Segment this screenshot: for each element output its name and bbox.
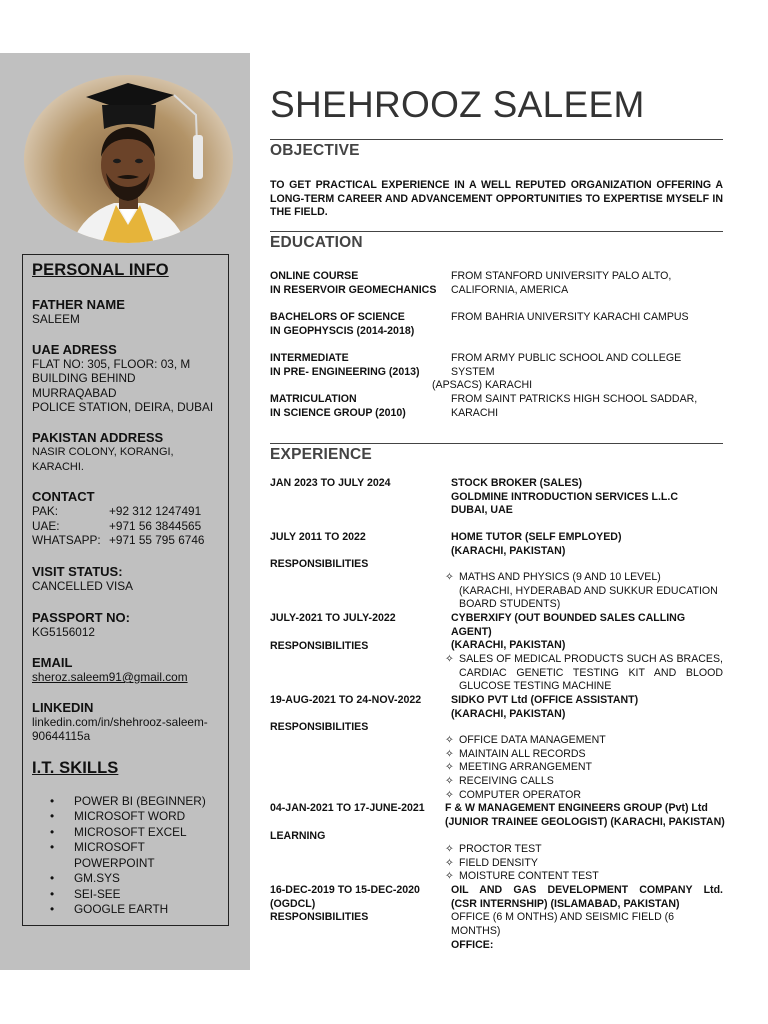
learning-list xyxy=(445,843,723,884)
skill-item: • SEI-SEE xyxy=(46,887,222,903)
education-location: (APSACS) KARACHI xyxy=(432,379,533,392)
personal-info-title: PERSONAL INFO xyxy=(32,261,169,279)
email-link[interactable]: sheroz.saleem91@gmail.com xyxy=(32,670,188,685)
job-company: OIL AND GAS DEVELOPMENT COMPANY Ltd. xyxy=(451,884,723,896)
job-date: 19-AUG-2021 TO 24-NOV-2022 xyxy=(270,694,422,706)
contact-label: CONTACT xyxy=(32,489,95,505)
education-institution: FROM ARMY PUBLIC SCHOOL AND COLLEGE SYSTEM xyxy=(451,352,682,378)
diamond-bullet-icon: ✧ xyxy=(445,856,454,869)
education-field: IN RESERVOIR GEOMECHANICS xyxy=(270,283,437,296)
learning-item: FIELD DENSITY xyxy=(459,856,538,869)
job-location: (KARACHI, PAKISTAN) xyxy=(451,707,566,720)
job-title: (CSR INTERNSHIP) (ISLAMABAD, PAKISTAN) xyxy=(451,897,680,910)
learning-item: PROCTOR TEST xyxy=(459,843,542,855)
passport-label: PASSPORT NO: xyxy=(32,609,130,625)
education-location: CALIFORNIA, AMERICA xyxy=(451,283,569,296)
divider xyxy=(270,443,723,444)
skill-item: • POWER BI (BEGINNER) xyxy=(46,794,222,810)
candidate-name: SHEHROOZ SALEEM xyxy=(270,84,645,125)
job-date: 04-JAN-2021 TO 17-JUNE-2021 xyxy=(270,802,425,814)
contact-row xyxy=(32,504,222,519)
graduate-portrait-image xyxy=(24,75,233,243)
profile-photo xyxy=(24,75,233,243)
diamond-bullet-icon: ✧ xyxy=(445,843,454,855)
job-title: (JUNIOR TRAINEE GEOLOGIST) (KARACHI, PAKISTAN) xyxy=(445,815,725,828)
responsibilities-label: RESPONSIBILITIES xyxy=(270,911,369,924)
uae-address-line: BUILDING BEHIND MURRAQABAD xyxy=(32,371,136,400)
contact-row xyxy=(32,519,222,534)
education-location: KARACHI xyxy=(451,406,499,419)
visit-status-label: VISIT STATUS: xyxy=(32,563,123,579)
skill-item: • GM.SYS xyxy=(46,871,222,887)
job-date: JAN 2023 TO JULY 2024 xyxy=(270,477,391,489)
father-name-label: FATHER NAME xyxy=(32,297,125,312)
diamond-bullet-icon: ✧ xyxy=(445,761,454,774)
responsibilities-label: RESPONSIBILITIES xyxy=(270,721,369,733)
divider xyxy=(270,231,723,232)
job-title: CYBERXIFY (OUT BOUNDED SALES CALLING AGENT) xyxy=(451,612,686,638)
email-label: EMAIL xyxy=(32,655,73,671)
diamond-bullet-icon: ✧ xyxy=(445,788,454,801)
personal-info-panel xyxy=(22,254,229,926)
responsibility-item-continued: (KARACHI, HYDERABAD AND SUKKUR EDUCATION xyxy=(459,584,718,597)
uae-address-line: FLAT NO: 305, FLOOR: 03, M xyxy=(32,356,191,371)
responsibilities-label: RESPONSIBILITIES xyxy=(270,640,369,652)
job-title: HOME TUTOR (SELF EMPLOYED) xyxy=(451,531,622,543)
diamond-bullet-icon: ✧ xyxy=(445,653,454,665)
diamond-bullet-icon: ✧ xyxy=(445,734,454,746)
job-company: F & W MANAGEMENT ENGINEERS GROUP (Pvt) Ltd xyxy=(445,802,708,814)
education-institution: FROM SAINT PATRICKS HIGH SCHOOL SADDAR, xyxy=(451,393,698,405)
contact-phone[interactable]: +971 55 795 6746 xyxy=(109,533,205,548)
skill-item: • MICROSOFT WORD xyxy=(46,809,222,825)
diamond-bullet-icon: ✧ xyxy=(445,747,454,760)
education-field: IN PRE- ENGINEERING (2013) xyxy=(270,365,420,378)
pakistan-address-label: PAKISTAN ADDRESS xyxy=(32,429,164,445)
skill-item: • GOOGLE EARTH xyxy=(46,902,222,918)
linkedin-label: LINKEDIN xyxy=(32,699,94,715)
contact-key: UAE: xyxy=(32,518,60,533)
diamond-bullet-icon: ✧ xyxy=(445,870,454,883)
divider xyxy=(270,139,723,140)
job-location: DUBAI, UAE xyxy=(451,504,513,517)
objective-heading: OBJECTIVE xyxy=(270,142,360,159)
job-company-abbr: (OGDCL) xyxy=(270,897,316,910)
responsibility-item-continued: BOARD STUDENTS) xyxy=(459,598,561,611)
it-skills-title: I.T. SKILLS xyxy=(32,758,119,777)
education-field: IN SCIENCE GROUP (2010) xyxy=(270,406,406,419)
education-degree: ONLINE COURSE xyxy=(270,270,359,282)
experience-heading: EXPERIENCE xyxy=(270,446,372,463)
responsibility-item: MEETING ARRANGEMENT xyxy=(459,761,593,774)
job-detail: OFFICE (6 M ONTHS) AND SEISMIC FIELD (6 MONTHS) xyxy=(451,911,675,938)
responsibilities-label: RESPONSIBILITIES xyxy=(270,558,369,570)
passport-value: KG5156012 xyxy=(32,624,95,639)
pakistan-address-line: NASIR COLONY, KORANGI, xyxy=(32,445,174,458)
uae-address-line: POLICE STATION, DEIRA, DUBAI xyxy=(32,400,214,415)
education-field: IN GEOPHYSCIS (2014-2018) xyxy=(270,324,415,337)
responsibility-item: COMPUTER OPERATOR xyxy=(459,788,582,801)
job-title: STOCK BROKER (SALES) xyxy=(451,477,583,489)
responsibility-item: MAINTAIN ALL RECORDS xyxy=(459,747,586,760)
skill-item-continued: POWERPOINT xyxy=(74,855,155,870)
linkedin-link[interactable]: 90644115a xyxy=(32,729,91,744)
responsibility-list xyxy=(445,734,723,803)
job-title: SIDKO PVT Ltd (OFFICE ASSISTANT) xyxy=(451,694,639,706)
contact-key: WHATSAPP: xyxy=(32,533,101,548)
responsibility-item: OFFICE DATA MANAGEMENT xyxy=(459,734,606,746)
responsibility-item: MATHS AND PHYSICS (9 AND 10 LEVEL) xyxy=(459,571,661,583)
contact-phone[interactable]: +92 312 1247491 xyxy=(109,504,202,519)
education-heading: EDUCATION xyxy=(270,234,363,251)
diamond-bullet-icon: ✧ xyxy=(445,775,454,788)
skill-item: • MICROSOFT EXCEL xyxy=(46,825,222,841)
job-date: 16-DEC-2019 TO 15-DEC-2020 xyxy=(270,884,420,896)
skill-item: • MICROSOFT xyxy=(46,840,222,856)
learning-item: MOISTURE CONTENT TEST xyxy=(459,870,599,883)
education-degree: BACHELORS OF SCIENCE xyxy=(270,311,405,323)
contact-key: PAK: xyxy=(32,504,59,519)
education-institution: FROM BAHRIA UNIVERSITY KARACHI CAMPUS xyxy=(451,311,689,323)
uae-address-label: UAE ADRESS xyxy=(32,341,117,357)
job-date: JULY 2011 TO 2022 xyxy=(270,531,366,543)
responsibility-item: RECEIVING CALLS xyxy=(459,775,554,788)
diamond-bullet-icon: ✧ xyxy=(445,571,454,583)
education-degree: INTERMEDIATE xyxy=(270,352,349,364)
education-institution: FROM STANFORD UNIVERSITY PALO ALTO, xyxy=(451,270,672,282)
job-location: (KARACHI, PAKISTAN) xyxy=(451,544,566,557)
father-name-value: SALEEM xyxy=(32,312,80,326)
contact-phone[interactable]: +971 56 3844565 xyxy=(109,518,202,533)
linkedin-link[interactable]: linkedin.com/in/shehrooz-saleem- xyxy=(32,714,208,729)
responsibility-list xyxy=(445,571,723,612)
skills-list xyxy=(32,794,222,918)
responsibility-item: SALES OF MEDICAL PRODUCTS SUCH AS BRACES, CARDIAC GENETIC TESTING KIT AND BLOOD GLUCOSE TESTING MACHINE xyxy=(459,653,723,693)
pakistan-address-line: KARACHI. xyxy=(32,460,84,473)
learning-label: LEARNING xyxy=(270,830,326,842)
responsibility-list xyxy=(445,653,723,694)
job-detail-label: OFFICE: xyxy=(451,938,494,951)
objective-text: TO GET PRACTICAL EXPERIENCE IN A WELL REPUTED ORGANIZATION OFFERING A LONG-TERM CAREER AND ADVANCEMENT OPPORTUNITIES TO EXPERTISE MYSELF IN THE FIELD. xyxy=(270,179,723,219)
job-location: (KARACHI, PAKISTAN) xyxy=(451,639,566,652)
job-company: GOLDMINE INTRODUCTION SERVICES L.L.C xyxy=(451,490,678,503)
job-date: JULY-2021 TO JULY-2022 xyxy=(270,612,396,624)
visit-status-value: CANCELLED VISA xyxy=(32,578,133,593)
contact-row xyxy=(32,533,222,548)
education-degree: MATRICULATION xyxy=(270,393,357,405)
